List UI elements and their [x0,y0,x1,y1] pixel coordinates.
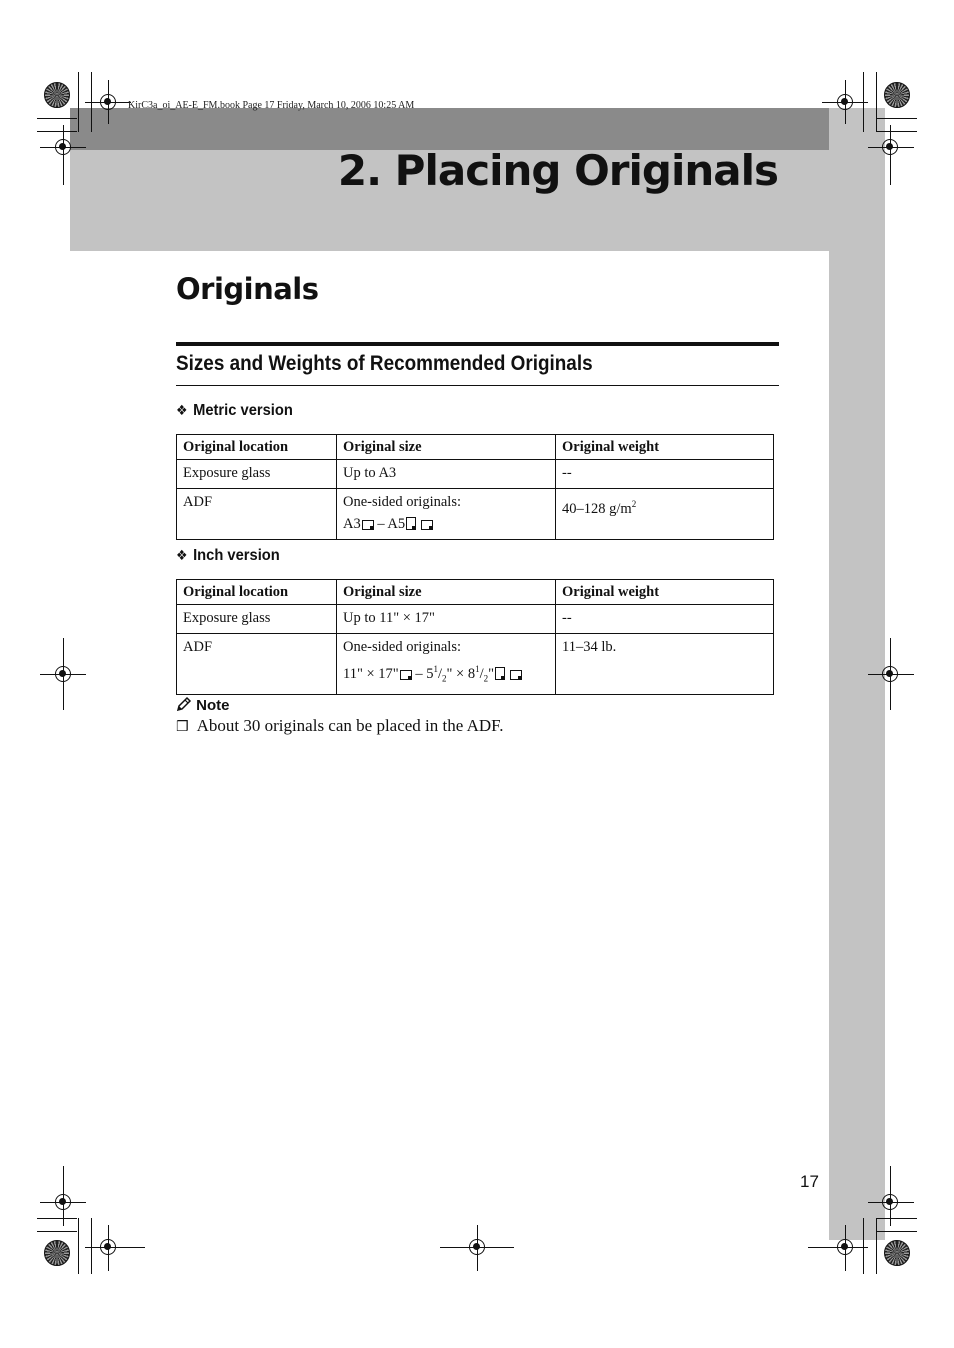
pencil-note-icon [176,696,192,712]
color-target-icon [44,82,70,108]
metric-table [176,434,774,540]
print-header-meta: KirC3a_oi_AE-E_FM.book Page 17 Friday, March 10, 2006 10:25 AM [128,100,415,111]
table-row [177,489,774,540]
diamond-bullet-icon: ❖ [176,403,188,419]
color-target-icon [884,1240,910,1266]
cell-location: Exposure glass [177,460,337,489]
paper-landscape-icon [421,520,433,530]
size-line: One-sided originals: [343,494,461,510]
cell-size [337,489,556,540]
cell-weight: 11–34 lb. [556,634,774,695]
table-row [177,634,774,695]
header-band-dark [70,108,885,150]
size-range: A3 – A5 [343,513,549,535]
table-row [177,605,774,634]
cell-weight: -- [556,460,774,489]
note-heading [176,696,230,714]
size-line: One-sided originals: [343,639,461,655]
column-header: Original location [177,580,337,605]
cell-size: Up to 11" × 17" [337,605,556,634]
checkbox-icon: ❒ [176,719,189,735]
section-rule-thin [176,385,779,386]
paper-landscape-icon [362,520,374,530]
registration-mark-icon [55,1194,71,1210]
column-header: Original weight [556,580,774,605]
registration-mark-icon [882,139,898,155]
column-header: Original location [177,435,337,460]
cell-location: Exposure glass [177,605,337,634]
paper-landscape-icon [510,670,522,680]
registration-mark-icon [882,666,898,682]
cell-location: ADF [177,489,337,540]
table-row [177,460,774,489]
column-header: Original size [337,580,556,605]
metric-heading [176,402,293,420]
inch-heading [176,547,280,565]
color-target-icon [44,1240,70,1266]
paper-portrait-icon [406,517,416,530]
column-header: Original weight [556,435,774,460]
registration-mark-icon [100,94,116,110]
registration-mark-icon [837,94,853,110]
section-rule-thick [176,342,779,346]
cell-location: ADF [177,634,337,695]
subsection-title: Sizes and Weights of Recommended Originals [176,352,593,375]
color-target-icon [884,82,910,108]
registration-mark-icon [469,1239,485,1255]
note-item-text: About 30 originals can be placed in the ADF. [196,716,504,735]
metric-heading-label: Metric version [193,402,293,419]
column-header: Original size [337,435,556,460]
registration-mark-icon [55,666,71,682]
paper-landscape-icon [400,670,412,680]
registration-mark-icon [882,1194,898,1210]
cell-size: Up to A3 [337,460,556,489]
inch-table [176,579,774,695]
note-item [176,716,504,736]
table-header-row [177,580,774,605]
cell-size [337,634,556,695]
size-range: 11" × 17" – $5^1/_2$" × $8^1/_2$" [343,658,549,690]
section-title: Originals [176,272,319,306]
diamond-bullet-icon: ❖ [176,548,188,564]
registration-mark-icon [837,1239,853,1255]
page-number: 17 [800,1172,819,1191]
table-header-row [177,435,774,460]
chapter-title: 2. Placing Originals [337,146,778,195]
cell-weight: -- [556,605,774,634]
registration-mark-icon [100,1239,116,1255]
inch-heading-label: Inch version [193,547,280,564]
paper-portrait-icon [495,667,505,680]
note-heading-label: Note [196,697,230,714]
registration-mark-icon [55,139,71,155]
cell-weight: 40–128 $g/m^2$ [556,489,774,540]
